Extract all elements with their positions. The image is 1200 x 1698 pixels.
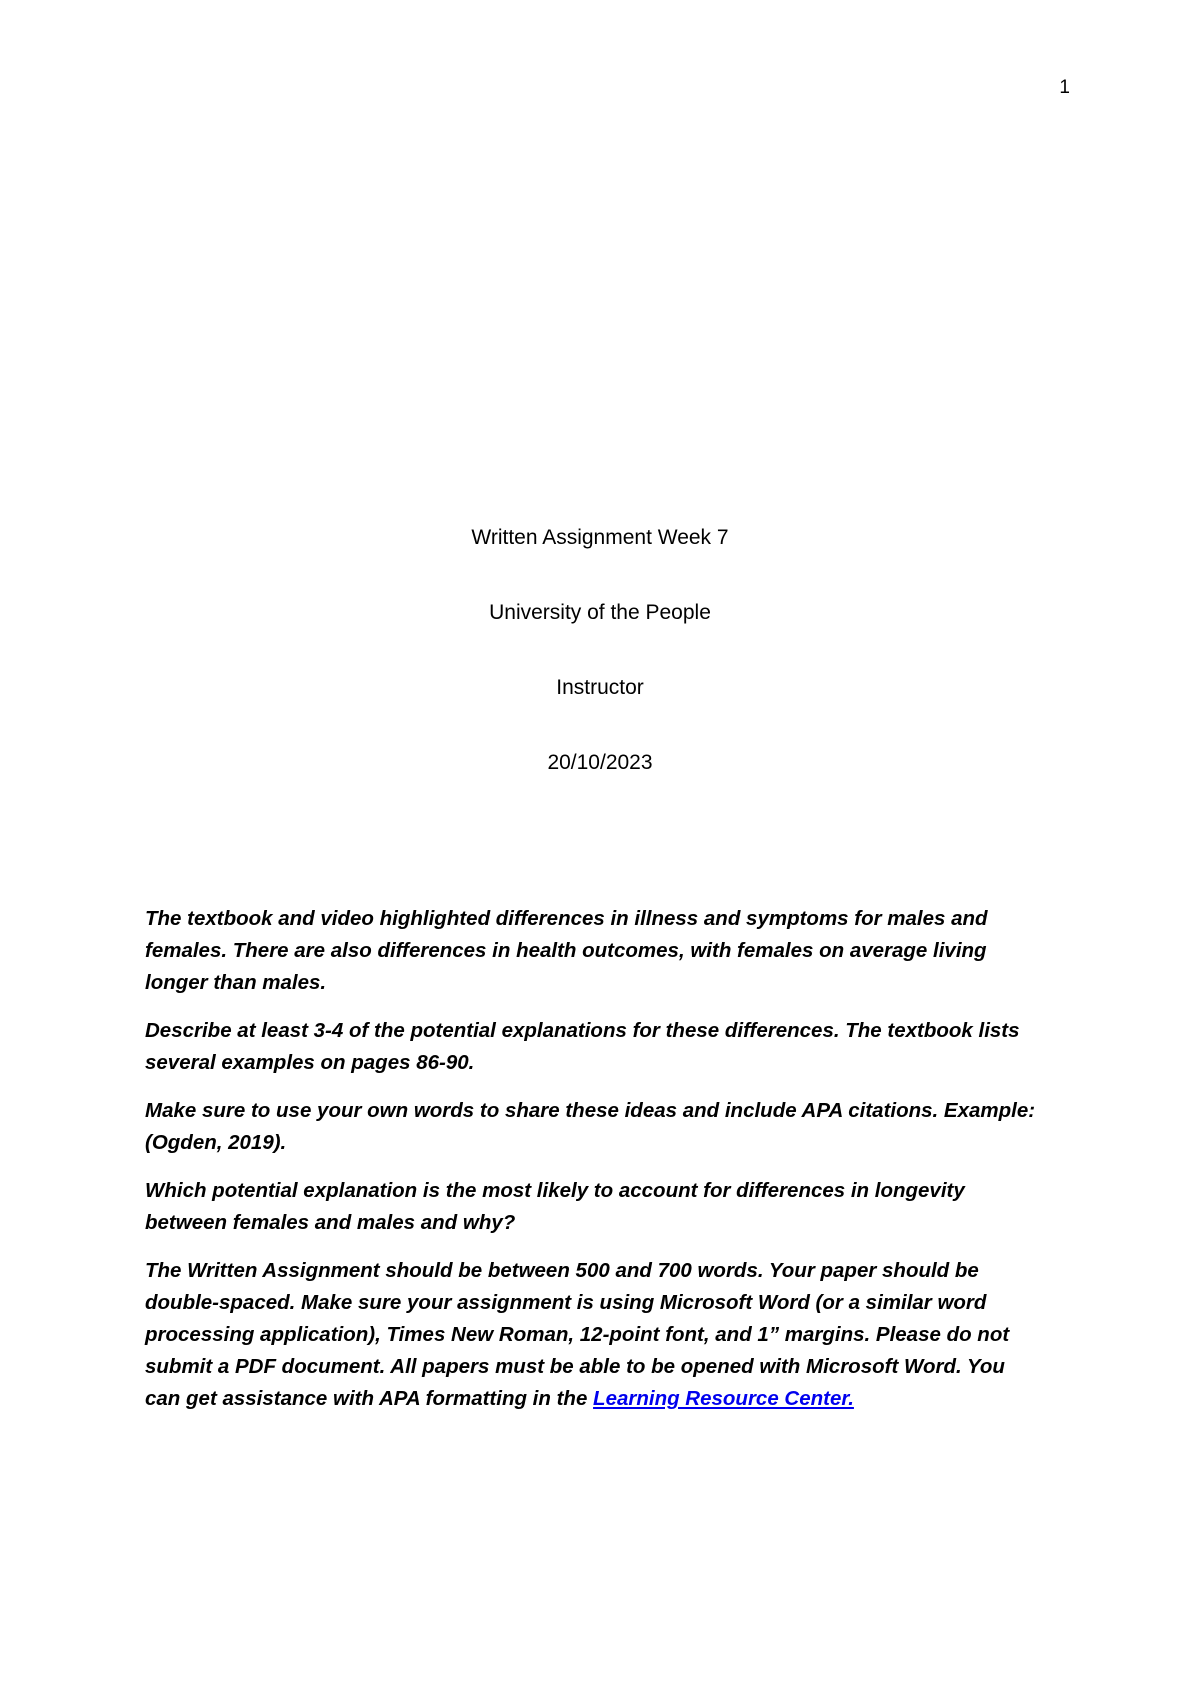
text-line: between females and males and why? (145, 1211, 516, 1234)
assignment-title: Written Assignment Week 7 (471, 526, 729, 549)
text-line: double-spaced. Make sure your assignment is using Microsoft Word (or a similar word (145, 1291, 987, 1314)
text-line: Which potential explanation is the most likely to account for differences in longevity (145, 1179, 965, 1202)
text-line: The textbook and video highlighted differences in illness and symptoms for males and (145, 907, 988, 930)
text-line: Make sure to use your own words to share these ideas and include APA citations. Example: (145, 1099, 1036, 1122)
text-line: several examples on pages 86-90. (145, 1051, 475, 1074)
title-page-block (0, 524, 1200, 824)
paragraph-question (145, 1175, 1075, 1239)
text-line: (Ogden, 2019). (145, 1131, 287, 1154)
text-line: The Written Assignment should be between 500 and 700 words. Your paper should be (145, 1259, 979, 1282)
assignment-instructions (145, 903, 1075, 1431)
text-line: processing application), Times New Roman, 12-point font, and 1” margins. Please do not (145, 1323, 1010, 1346)
paragraph-describe (145, 1015, 1075, 1079)
text-line: females. There are also differences in health outcomes, with females on average living (145, 939, 987, 962)
paragraph-citations (145, 1095, 1075, 1159)
text-line: longer than males. (145, 971, 327, 994)
paragraph-formatting (145, 1255, 1075, 1415)
paragraph-context (145, 903, 1075, 999)
text-line: Describe at least 3-4 of the potential explanations for these differences. The textbook lists (145, 1019, 1020, 1042)
text-run: can get assistance with APA formatting in the (145, 1387, 594, 1410)
text-line: submit a PDF document. All papers must be able to be opened with Microsoft Word. You (145, 1355, 1005, 1378)
text-line-with-link (145, 1383, 1075, 1415)
instructor-label: Instructor (556, 676, 644, 699)
page-number: 1 (1059, 77, 1070, 98)
institution-name: University of the People (489, 601, 711, 624)
assignment-date: 20/10/2023 (547, 751, 653, 774)
learning-resource-center-link[interactable]: Learning Resource Center. (593, 1387, 854, 1410)
